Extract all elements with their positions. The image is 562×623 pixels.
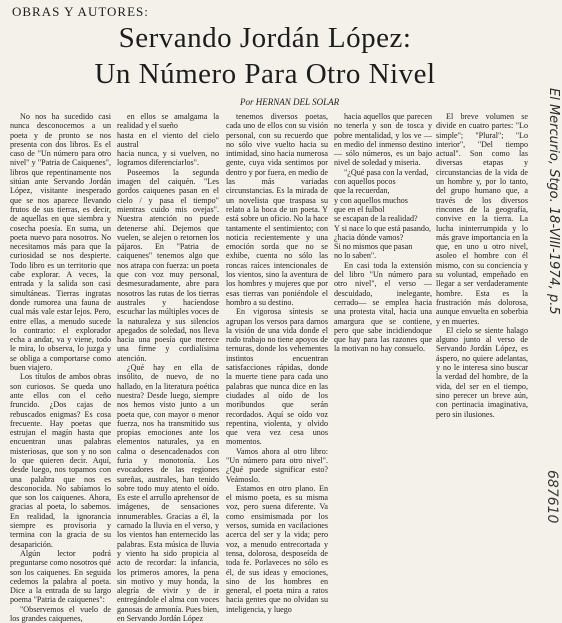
paragraph: tenemos diversos poetas, cada uno de ellos con su visión personal, con su recuerdo que no sólo vive vuelto hacia su intimidad, sino hacia numerosa gente, cuya vida sentimos por dentro y por fuera, en medio de las más variadas circunstancias. Es la mirada de un novelista que traspasa su relato a la boca de un poeta. Y está sobre un oficio. No la hace tantamente el sentimiento; con noticia recientemente y una emoción sorda que no se exhibe, cuenta no sólo las roncas raíces intencionales de los vientos, sino la aventura de los hombres y mujeres que por esas tierras van poniéndole el hombro a su destino. bbox=[226, 112, 328, 307]
article-column-5 bbox=[436, 112, 528, 598]
paragraph: Los títulos de ambos obras son curiosos. Se queda uno ante ellos con el ceño fruncido. ¿Dos cajas de rebuscados enigmas? Es cosa frecuente. Hay poetas que estrujan el magín hasta que encuentran unas palabras misteriosas, que son y no son lo que quieren decir. Aquí, desde luego, nos topamos con una palabra que nos es desconocida. No sabíamos lo que son los caiquenes. Ahora, gracias al poeta, lo sabemos. En realidad, la ignorancia siempre es provisoria y termina con la gracia de su desaparición. bbox=[10, 372, 111, 549]
article-column-1 bbox=[10, 112, 111, 623]
paragraph: En vigorosa síntesis se agrupan los versos para darnos la visión de una vida donde el rudo trabajo no tiene apoyos de ternuras, donde los vehementes instintos encuentran satisfacciones rápidas, donde la muerte tiene para cada uno palabras que nunca dice en las ciudades al oído de los moribundos que serán recordados. Aquí se oído voz repentina, violenta, y olvido que vera vez cesa unos momentos. bbox=[226, 307, 328, 447]
paragraph: hacia aquellos que parecen no tenerla y son de tosca y pobre mentalidad, y los ve —en medio del inmenso destino— sólo números, es un bajo nivel de soledad y miseria. bbox=[334, 112, 432, 168]
article-column-4 bbox=[334, 112, 432, 598]
section-heading: OBRAS Y AUTORES: bbox=[12, 4, 149, 19]
paragraph: en ellos se amalgama la realidad y el sueño hasta en el viento del cielo austral hacia nunca, y si vuelven, no logramos diferenciarlos". bbox=[117, 112, 219, 168]
handwritten-catalog-number: 687610 bbox=[544, 470, 560, 524]
paragraph: Poseemos la segunda imagen del caiquén. "Les gordos caiquenes pasan en el cielo / y pasa el tiempo" mientras cuido mis ovejas". Nuestra atención no puede detenerse ahí. Dejemos que vuelen, se alejen o retornen los pájaros. En "Patria de caiquenes" tenemos algo que nos atrapa con fuerza: un poeta que con voz muy personal, desmesuradamente, abre para nosotros las rutas de los tierras australes y hacíendose escuchar las múltiples voces de la naturaleza y sus silencios apegados de soledad, nos lleva hacia una poesía que merece una firme y cordialísima atención. bbox=[117, 167, 219, 363]
paragraph: "Observemos el vuelo de los grandes caiquenes, bbox=[10, 604, 111, 623]
paragraph: El breve volumen se divide en cuatro partes: "Lo simple"; "Plural"; "Lo interior", "Del tiempo actual". Son como las diversas etapas y circunstancias de la vida de un hombre y, por lo tanto, del grupo humano que, a través de los diversos rincones de la geografía, convive en la tierra. La lucha ininterrumpida y lo más grave importancia en la que, en uno u otro nivel, asoleo el hombre con él mismo, con su conciencia y su voluntad, empeñado en llegar a ser verdaderamente hombre. Esta es la frustración más dolorosa, aunque envuelta en soberbia y en muertes. bbox=[436, 112, 528, 326]
article-column-2 bbox=[117, 112, 219, 623]
paragraph: No nos ha sucedido casi nunca desconocemos a un poeta y de pronto se nos presenta con dos libros. Es el caso de "Un número para otro nivel" y "Patria de Caiquenes", libros que repentinamente nos sitúan ante Servando Jordán López, visitante inesperado que se nos aparece llevando frutos de sus tierras, es decir, de aquellas en que siembra y cosecha poesía. En suma, un poeta nuevo para nosotros. No necesitamos más para que la curiosidad se nos despierte. Todo libro es un territorio que cabe explorar. A veces, la entrada y la salida son casi simultáneas. Tierras ingratas donde rumorea una fauna de cual más vale estar lejos. Pero, entre ellas, a menudo sucede lo contrario: el explorador echa a andar, va y viene, todo le mira, lo observa, lo juzga y se obliga a comportarse como buen viajero. bbox=[10, 112, 111, 373]
paragraph: Estamos en otro plano. En el mismo poeta, es su misma voz, pero suena diferente. Va como ensimismada por los versos, sumida en vacilaciones acerca del ser y la vida; pero voz, a menudo entrecortada y tensa, dolorosa, desposeída de toda fe. Porlaveces no sólo es él, de sus ideas y emociones, sino de los hombres en general, el poeta mira a ratos hacia gentes que no olvidan su inteligencia, y luego bbox=[226, 483, 328, 614]
byline: Por HERNAN DEL SOLAR bbox=[240, 97, 340, 107]
paragraph: El cielo se siente halago alguno junto al verso de Servando Jordán López, es áspero, no quiere adelantas, y no le interesa sino buscar la verdad del hombre, de la vida, del ser en el tiempo, sino perecer un breve aún, con pertinacia imaginativa, pero sin ilusiones. bbox=[436, 325, 528, 419]
paragraph: Vamos ahora al otro libro: "Un número para otro nivel". ¿Qué puede significar esto? Veámoslo. bbox=[226, 446, 328, 484]
article-title-line-1: Servando Jordán López: bbox=[118, 22, 412, 54]
handwritten-source-note: El Mercurio, Stgo. 18-VIII-1974, p.5 bbox=[546, 88, 561, 315]
article-title-line-2: Un Número Para Otro Nivel bbox=[94, 58, 436, 90]
poem-excerpt: "¿Qué pasa con la verdad, con aquellos pocos que la recuerdan, y con aquellos muchos que en el fulbol se escapan de la realidad? Y si nace lo que está pasando, ¿hacia dónde vamos? Si no mismos que pasan no lo saben". bbox=[334, 167, 432, 261]
paragraph: En casi toda la extensión del libro "Un número para otro nivel", el verso —descuidado, inelegante, cerrado— se emplea hacia una protesta vital, hacia una amargura que se contiene, pero que sabe incidiendoque que hay para las razones que la motivan no hay consuelo. bbox=[334, 260, 432, 354]
paragraph: Algún lector podrá preguntarse como nosotros qué son los caiquenes. En seguida cedemos la palabra al poeta. Dice a la entrada de su largo poema "Patria de caiquenes": bbox=[10, 548, 111, 605]
article-column-3 bbox=[226, 112, 328, 614]
paragraph: ¿Qué hay en ella de insólito, de nuevo, de no hallado, en la literatura poética nuestra? Desde luego, siempre nos hemos visto junto a un poeta que, con mayor o menor fuerza, nos ha transmitido sus propias emociones ante los elementos naturales, ya en calma o desencadenados con furia y monotonía. Los evocadores de las regiones sureñas, australes, han tenido sobre todo muy atento el oído. Es este el arrullo aprehensor de imágenes, de sensaciones innumerables. Gracias a él, la carnado la lluvia en el verso, y los vientos han enternecido las palabras. Esta música de lluvia y viento ha sido propicia al acto de recordar: la infancia, los primeros amores, la pena sin motivo y muy honda, la alegría de vivir y de ir entregándole el alma con voces ganosas de armonía. Pues bien, en Servando Jordán López bbox=[117, 363, 219, 623]
